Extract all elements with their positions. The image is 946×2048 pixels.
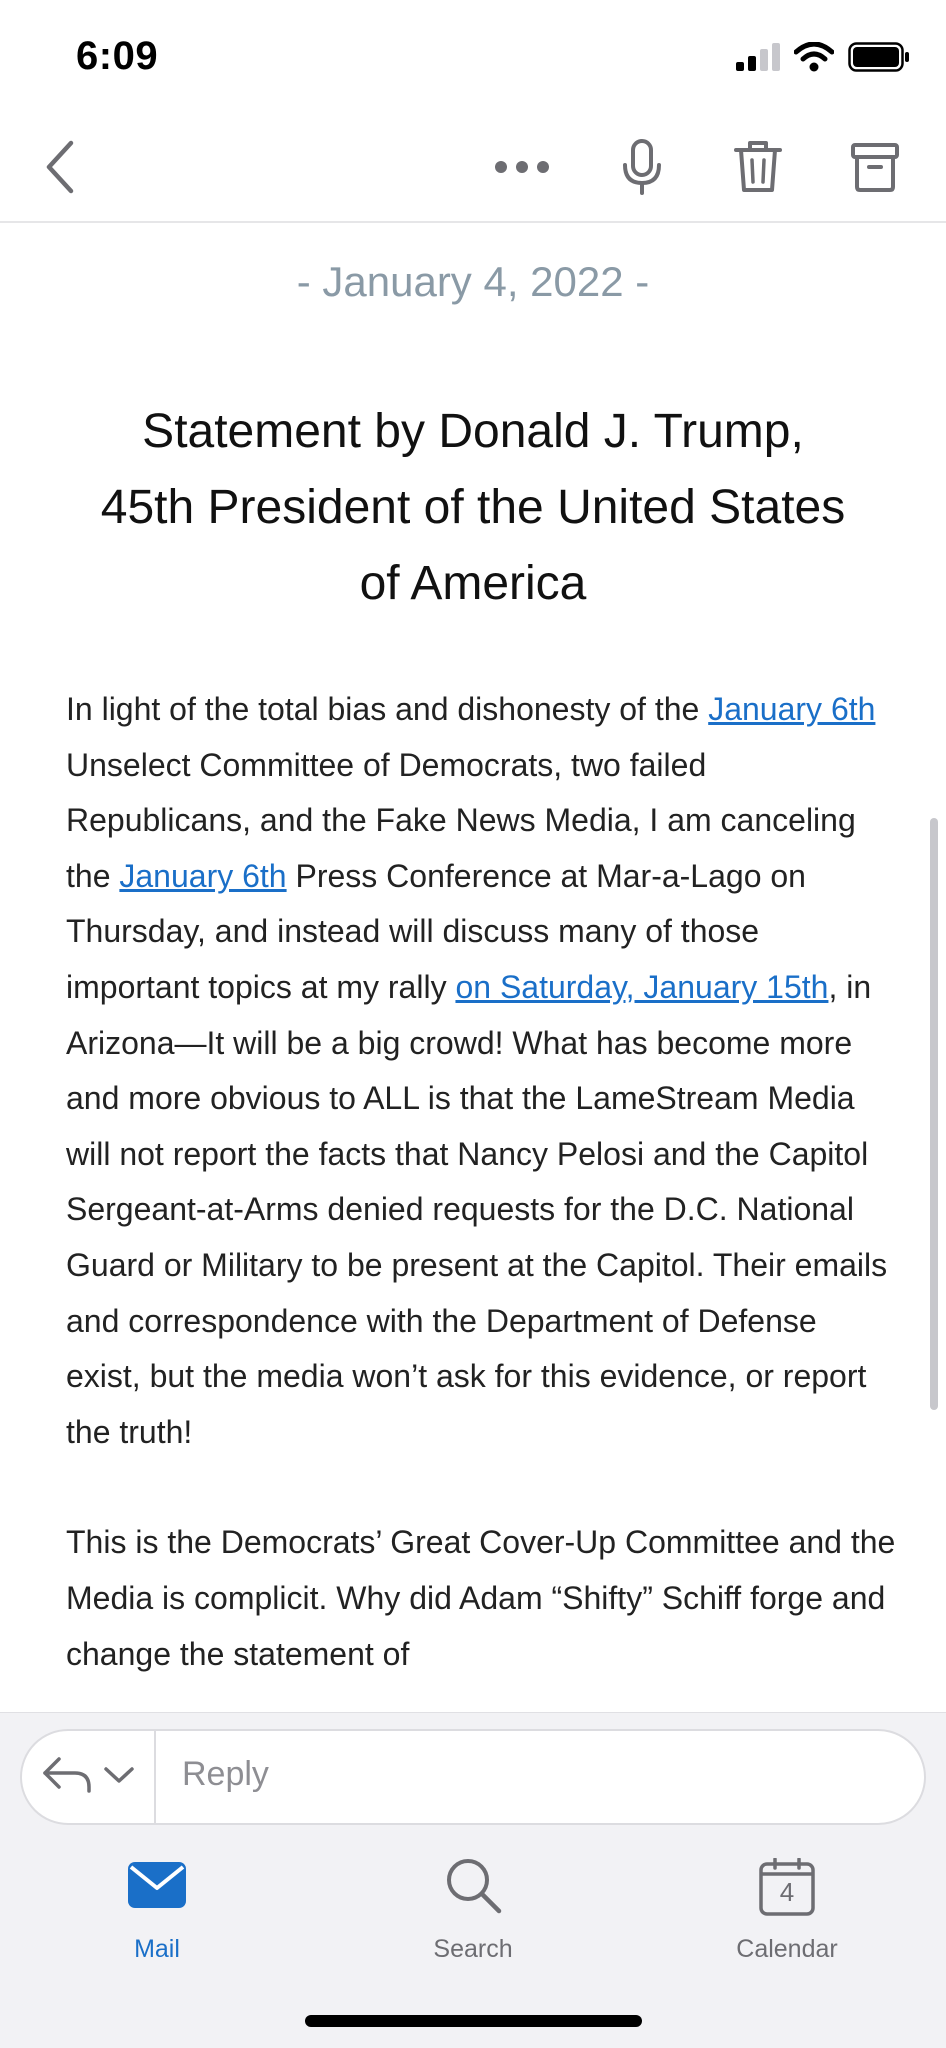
delete-button[interactable]: [723, 134, 793, 204]
date-link[interactable]: on Saturday, January 15th: [455, 968, 829, 1005]
trash-icon: [734, 140, 782, 199]
search-icon: [443, 1855, 503, 1920]
microphone-icon: [622, 139, 662, 200]
chevron-down-icon: [103, 1765, 135, 1790]
status-bar: [0, 0, 946, 110]
reply-options-button[interactable]: [22, 1731, 156, 1823]
reply-input[interactable]: Reply: [182, 1755, 269, 1793]
tab-calendar[interactable]: [687, 1855, 887, 1964]
tab-label: Mail: [134, 1935, 180, 1963]
status-time: 6:09: [76, 34, 159, 78]
email-paragraph: This is the Democrats’ Great Cover-Up Committee and the Media is complicit. Why did Adam “Shifty” Schiff forge and change the statement of: [66, 1524, 896, 1672]
body-text: In light of the total bias and dishonesty of the: [66, 691, 709, 727]
message-toolbar: [0, 110, 946, 223]
archive-icon: [851, 142, 899, 197]
email-title-line: 45th President of the United States: [100, 481, 846, 534]
tab-search[interactable]: [373, 1855, 573, 1964]
home-indicator[interactable]: [305, 2015, 642, 2027]
cellular-signal-icon: [736, 43, 780, 76]
tab-label: Search: [433, 1935, 513, 1963]
email-title-line: Statement by Donald J. Trump,: [142, 405, 804, 458]
tab-label: Calendar: [736, 1935, 838, 1963]
reply-bar[interactable]: [20, 1729, 926, 1825]
more-icon: [494, 160, 550, 179]
wifi-icon: [794, 42, 834, 77]
tab-mail[interactable]: [57, 1855, 257, 1964]
chevron-left-icon: [41, 139, 81, 200]
email-paragraph: [66, 682, 896, 1460]
calendar-icon: [759, 1858, 815, 1916]
email-title: [50, 394, 896, 622]
mail-icon: [128, 1862, 186, 1913]
email-body: [66, 682, 896, 1712]
bottom-bar: [0, 1712, 946, 2048]
battery-icon: [848, 42, 910, 77]
body-text: Unselect Committee of Democrats, two failed Republicans, and the Fake News Media, I am canceling the: [66, 746, 856, 894]
body-text: , in Arizona—It will be a big crowd! What has become more and more obvious to ALL is that the LameStream Media will not report the facts that Nancy Pelosi and the Capitol Sergeant-at-Arms denied requests for the D.C. National Guard or Military to be present at the Capitol. Their emails and correspondence with the Department of Defense exist, but the media won’t ask for this evidence, or report the truth!: [66, 968, 888, 1450]
dictate-button[interactable]: [607, 134, 677, 204]
email-title-line: of America: [359, 557, 587, 610]
archive-button[interactable]: [840, 134, 910, 204]
date-link[interactable]: January 6th: [708, 691, 876, 727]
status-icons: [736, 42, 910, 77]
date-link[interactable]: January 6th: [119, 857, 287, 894]
back-button[interactable]: [26, 134, 96, 204]
email-content: [0, 224, 946, 1712]
reply-icon: [41, 1755, 93, 1800]
more-options-button[interactable]: [487, 134, 557, 204]
email-date: - January 4, 2022 -: [296, 258, 650, 305]
body-text: Press Conference at Mar-a-Lago on Thursday, and instead will discuss many of those important topics at my rally: [66, 857, 806, 1005]
calendar-day-number: 4: [779, 1877, 795, 1907]
scroll-indicator[interactable]: [930, 818, 938, 1410]
